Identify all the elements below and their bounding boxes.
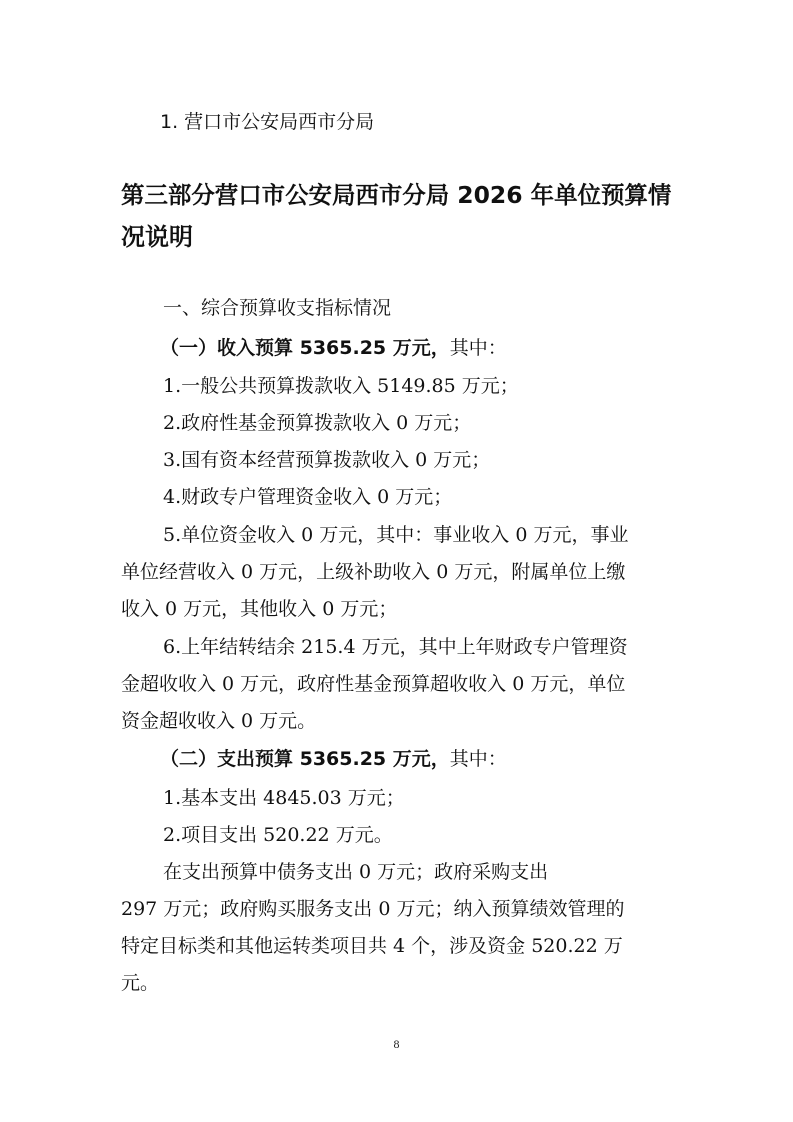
expense-heading bbox=[160, 747, 507, 771]
income-heading-total: （一）收入预算 5365.25 万元， bbox=[160, 337, 450, 359]
income-item-1: 1.一般公共预算拨款收入 5149.85 万元； bbox=[163, 375, 519, 397]
expense-heading-rest: 其中： bbox=[449, 748, 507, 770]
expense-heading-total: （二）支出预算 5365.25 万元， bbox=[160, 748, 450, 770]
expense-item-1: 1.基本支出 4845.03 万元； bbox=[163, 787, 405, 809]
income-item-6-line-3: 资金超收收入 0 万元。 bbox=[121, 710, 317, 732]
income-item-6-line-2: 金超收收入 0 万元，政府性基金预算超收收入 0 万元，单位 bbox=[121, 673, 626, 695]
expense-item-2: 2.项目支出 520.22 万元。 bbox=[163, 824, 393, 846]
income-heading-rest: 其中： bbox=[449, 337, 507, 359]
expense-note-line-2: 297 万元；政府购买服务支出 0 万元；纳入预算绩效管理的 bbox=[121, 898, 625, 920]
part-title-line-2: 况说明 bbox=[121, 223, 193, 251]
income-item-2: 2.政府性基金预算拨款收入 0 万元； bbox=[163, 412, 472, 434]
expense-note-line-4: 元。 bbox=[121, 972, 160, 994]
income-item-4: 4.财政专户管理资金收入 0 万元； bbox=[163, 486, 453, 508]
income-item-5-line-3: 收入 0 万元，其他收入 0 万元； bbox=[121, 598, 398, 620]
expense-note-line-3: 特定目标类和其他运转类项目共 4 个，涉及资金 520.22 万 bbox=[121, 935, 623, 957]
expense-note-line-1: 在支出预算中债务支出 0 万元；政府采购支出 bbox=[163, 861, 549, 883]
income-item-3: 3.国有资本经营预算拨款收入 0 万元； bbox=[163, 449, 491, 471]
income-item-5-line-2: 单位经营收入 0 万元，上级补助收入 0 万元，附属单位上缴 bbox=[121, 561, 626, 583]
income-item-5-line-1: 5.单位资金收入 0 万元，其中：事业收入 0 万元，事业 bbox=[163, 524, 629, 546]
part-title-line-1: 第三部分营口市公安局西市分局 2026 年单位预算情 bbox=[121, 181, 672, 209]
income-heading bbox=[160, 336, 507, 360]
page-number: 8 bbox=[393, 1037, 400, 1051]
unit-list-item-1: 1. 营口市公安局西市分局 bbox=[160, 111, 375, 133]
section-heading: 一、综合预算收支指标情况 bbox=[163, 297, 392, 319]
income-item-6-line-1: 6.上年结转结余 215.4 万元，其中上年财政专户管理资 bbox=[163, 636, 628, 658]
